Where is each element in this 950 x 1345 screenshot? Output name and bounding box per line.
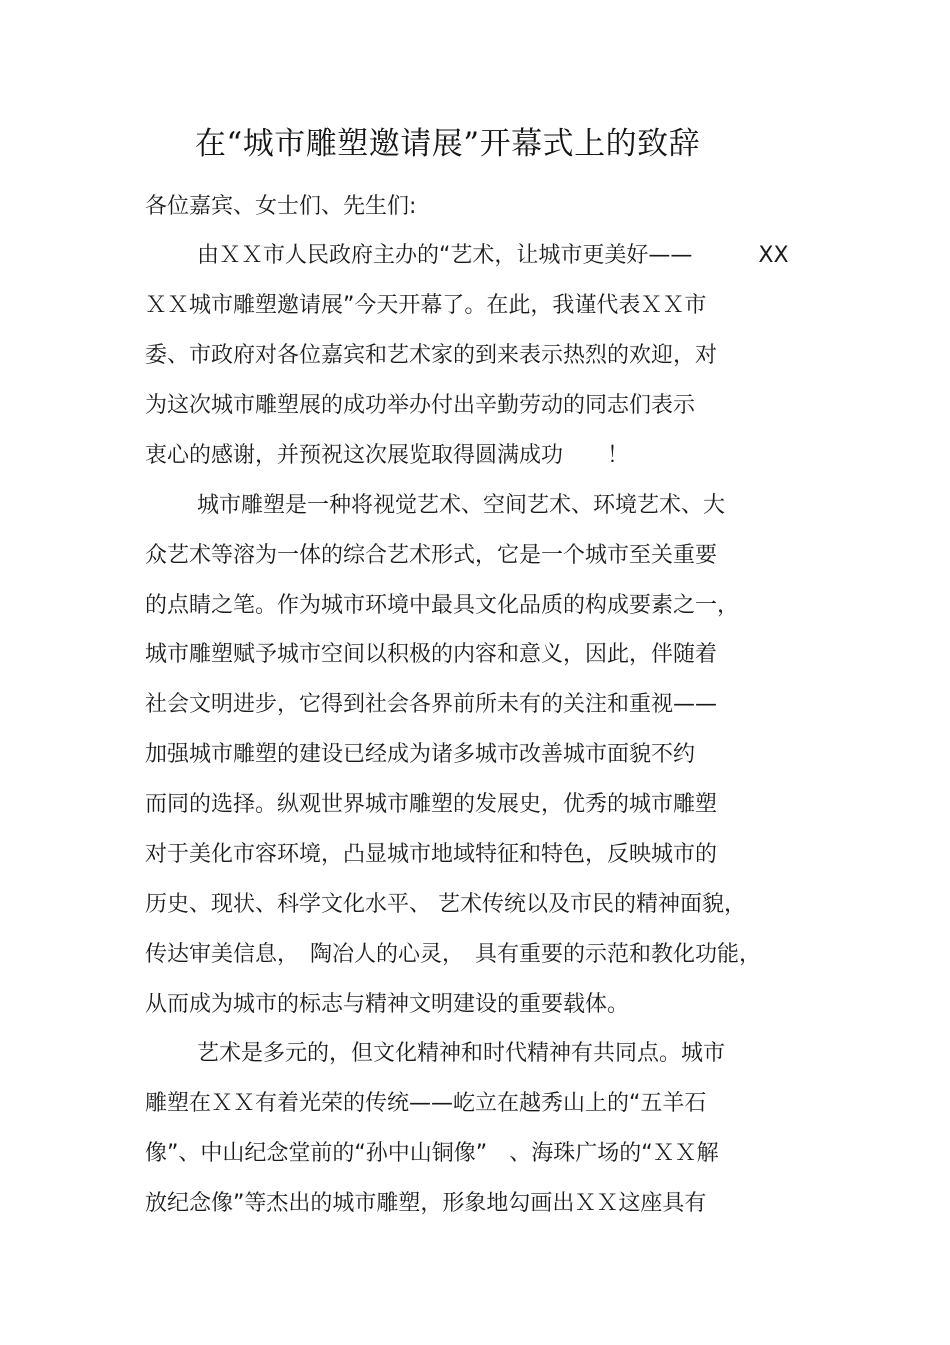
paragraph-2-line-3: 的点睛之笔。作为城市环境中最具文化品质的构成要素之一， xyxy=(145,593,740,618)
paragraph-1-line-4: 为这次城市雕塑展的成功举办付出辛勤劳动的同志们表示 xyxy=(145,393,696,418)
paragraph-2-line-2: 众艺术等溶为一体的综合艺术形式，它是一个城市至关重要 xyxy=(145,543,718,568)
paragraph-2-line-11: 从而成为城市的标志与精神文明建设的重要载体。 xyxy=(145,992,630,1017)
paragraph-1-line-2: ＸＸ城市雕塑邀请展”今天开幕了。在此，我谨代表ＸＸ市 xyxy=(145,293,707,318)
salutation: 各位嘉宾、女士们、先生们: xyxy=(145,194,417,219)
paragraph-1-line-3: 委、市政府对各位嘉宾和艺术家的到来表示热烈的欢迎，对 xyxy=(145,343,718,368)
paragraph-2-line-10: 传达审美信息， 陶冶人的心灵， 具有重要的示范和教化功能， xyxy=(145,942,762,967)
paragraph-3-line-2: 雕塑在ＸＸ有着光荣的传统——屹立在越秀山上的“五羊石 xyxy=(145,1091,707,1116)
paragraph-3-line-4: 放纪念像”等杰出的城市雕塑，形象地勾画出ＸＸ这座具有 xyxy=(145,1191,707,1216)
paragraph-2-line-5: 社会文明进步，它得到社会各界前所未有的关注和重视—— xyxy=(145,692,718,717)
paragraph-3-line-3: 像”、中山纪念堂前的“孙中山铜像” 、海珠广场的“ＸＸ解 xyxy=(145,1141,719,1166)
document-title: 在“城市雕塑邀请展”开幕式上的致辞 xyxy=(194,126,701,162)
paragraph-2-line-8: 对于美化市容环境，凸显城市地域特征和特色，反映城市的 xyxy=(145,842,718,867)
paragraph-2-line-7: 而同的选择。纵观世界城市雕塑的发展史，优秀的城市雕塑 xyxy=(145,792,718,817)
paragraph-2-line-6: 加强城市雕塑的建设已经成为诸多城市改善城市面貌不约 xyxy=(145,742,696,767)
paragraph-2-line-4: 城市雕塑赋予城市空间以积极的内容和意义，因此，伴随着 xyxy=(145,642,718,667)
paragraph-1-line-1: 由ＸＸ市人民政府主办的“艺术，让城市更美好—— XX xyxy=(197,243,789,268)
paragraph-2-line-1: 城市雕塑是一种将视觉艺术、空间艺术、环境艺术、大 xyxy=(197,493,726,518)
paragraph-3-line-1: 艺术是多元的，但文化精神和时代精神有共同点。城市 xyxy=(197,1041,726,1066)
paragraph-1-line-5: 衷心的感谢，并预祝这次展览取得圆满成功 ！ xyxy=(145,443,630,468)
paragraph-2-line-9: 历史、现状、科学文化水平、 艺术传统以及市民的精神面貌， xyxy=(145,892,746,917)
